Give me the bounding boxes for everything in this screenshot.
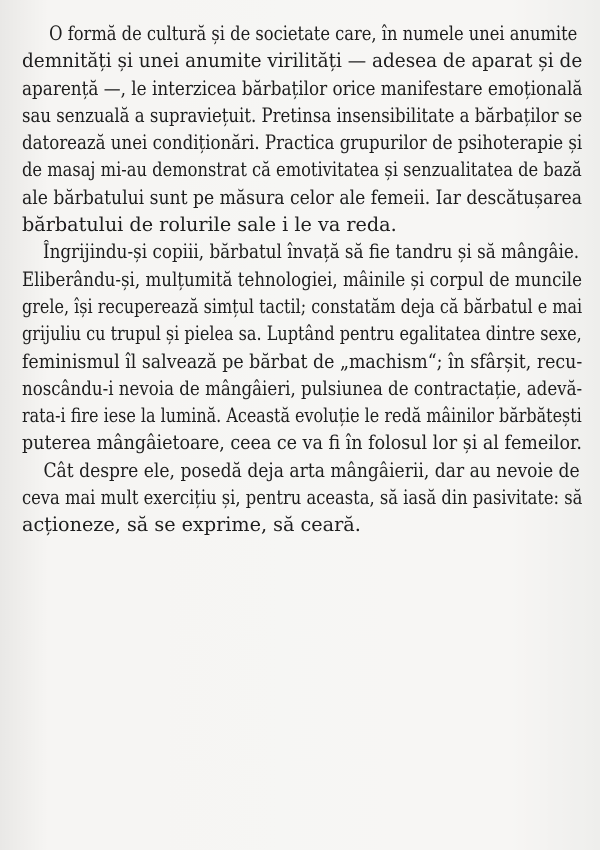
paragraph-2 bbox=[22, 238, 594, 456]
text-line: grijuliu cu trupul și pielea sa. Luptând pentru egalitatea dintre sexe, bbox=[22, 322, 582, 346]
body-text bbox=[22, 20, 594, 539]
text-line: sau senzuală a supraviețuit. Pretinsa insensibilitate a bărbaților se bbox=[22, 103, 583, 127]
text-line: feminismul îl salvează pe bărbat de „machism“; în sfârșit, recu- bbox=[22, 349, 583, 373]
text-line: de masaj mi-au demonstrat că emotivitatea și senzualitatea de bază bbox=[22, 158, 582, 182]
paragraph-1 bbox=[22, 20, 594, 238]
paragraph-3 bbox=[22, 457, 594, 539]
text-line: aparență —, le interzicea bărbaților orice manifestare emoțională bbox=[22, 76, 583, 100]
text-line: ale bărbatului sunt pe măsura celor ale femeii. Iar descătușarea bbox=[22, 185, 582, 209]
text-line: acționeze, să se exprime, să ceară. bbox=[22, 513, 361, 537]
text-line: puterea mângâietoare, ceea ce va fi în folosul lor și al femeilor. bbox=[22, 431, 583, 455]
text-line: datorează unei condiționări. Practica grupurilor de psihoterapie și bbox=[22, 131, 583, 155]
text-line: O formă de cultură și de societate care, în numele unei anumite bbox=[49, 22, 578, 45]
text-line: bărbatului de rolurile sale i le va reda. bbox=[22, 213, 397, 237]
text-line: ceva mai mult exercițiu și, pentru aceasta, să iasă din pasivitate: să bbox=[22, 486, 583, 510]
text-line: Cât despre ele, posedă deja arta mângâierii, dar au nevoie de bbox=[43, 458, 580, 482]
text-line: Îngrijindu-și copiii, bărbatul învață să fie tandru și să mângâie. bbox=[42, 240, 580, 264]
text-line: noscându-i nevoia de mângâieri, pulsiunea de contractație, adevă- bbox=[22, 376, 583, 400]
text-line: rata-i fire iese la lumină. Această evoluție le redă mâinilor bărbătești bbox=[22, 404, 582, 428]
text-line: Eliberându-și, mulțumită tehnologiei, mâinile și corpul de muncile bbox=[22, 267, 582, 291]
text-line: grele, își recuperează simțul tactil; constatăm deja că bărbatul e mai bbox=[22, 294, 583, 318]
text-line: demnități și unei anumite virilități — adesea de aparat și de bbox=[22, 49, 583, 73]
